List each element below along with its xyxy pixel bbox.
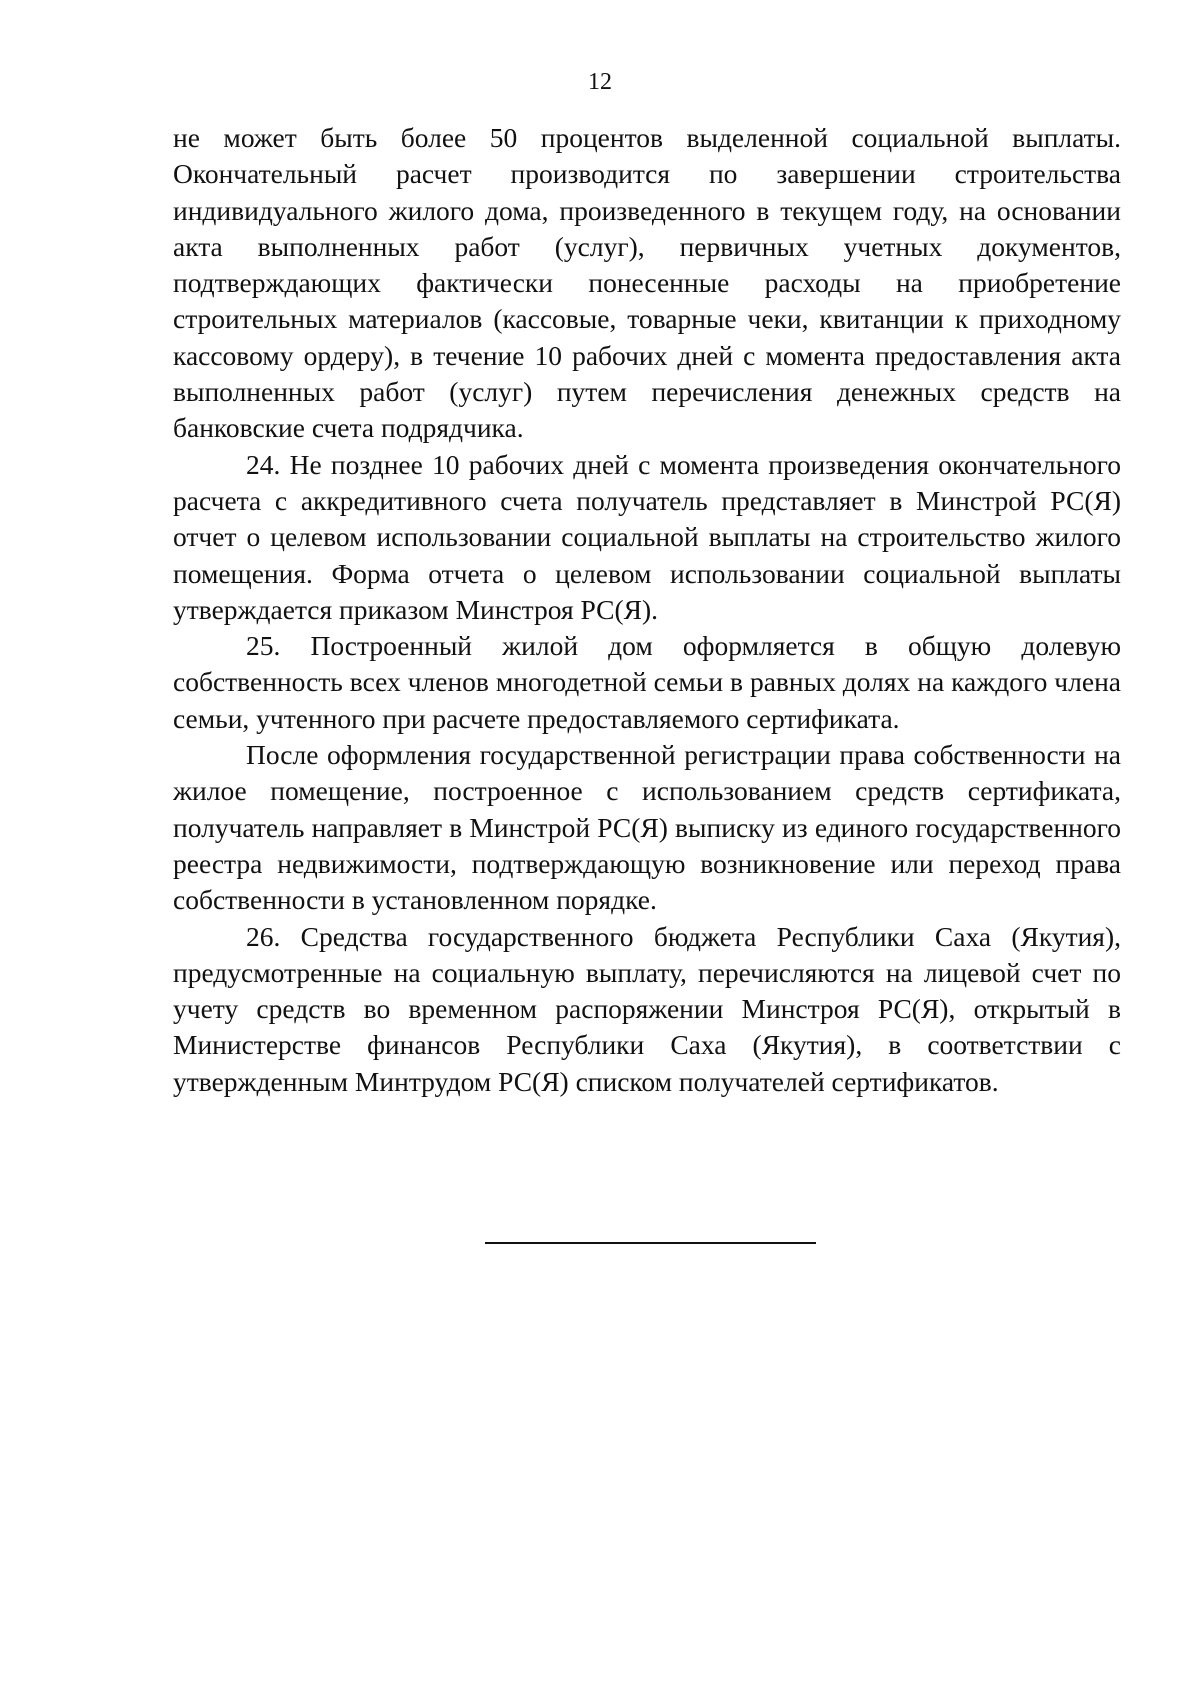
paragraph-item-25: 25. Построенный жилой дом оформляется в общую долевую собственность всех членов многодетной семьи в равных долях на каждого члена семьи, учтенного при расчете предоставляемого сертификата. — [173, 630, 1121, 734]
paragraph-item-24: 24. Не позднее 10 рабочих дней с момента произведения окончательного расчета с аккредитивного счета получатель представляет в Минстрой РС(Я) отчет о целевом использовании социальной выплаты на строительство жилого помещения. Форма отчета о целевом использовании социальной выплаты утверждается приказом Минстроя РС(Я). — [173, 448, 1121, 625]
document-body — [173, 120, 1121, 1100]
paragraph-item-26: 26. Средства государственного бюджета Республики Саха (Якутия), предусмотренные на социальную выплату, перечисляются на лицевой счет по учету средств во временном распоряжении Минстроя РС(Я), открытый в Министерстве финансов Республики Саха (Якутия), в соответствии с утвержденным Минтрудом РС(Я) списком получателей сертификатов. — [173, 920, 1121, 1097]
page-number: 12 — [588, 69, 612, 95]
end-of-document-rule — [485, 1242, 816, 1244]
paragraph-registration: После оформления государственной регистрации права собственности на жилое помещение, построенное с использованием средств сертификата, получатель направляет в Минстрой РС(Я) выписку из единого государственного реестра недвижимости, подтверждающую возникновение или переход права собственности в установленном порядке. — [173, 739, 1121, 916]
paragraph-continuation: не может быть более 50 процентов выделенной социальной выплаты. Окончательный расчет производится по завершении строительства индивидуального жилого дома, произведенного в текущем году, на основании акта выполненных работ (услуг), первичных учетных документов, подтверждающих фактически понесенные расходы на приобретение строительных материалов (кассовые, товарные чеки, квитанции к приходному кассовому ордеру), в течение 10 рабочих дней с момента предоставления акта выполненных работ (услуг) путем перечисления денежных средств на банковские счета подрядчика. — [173, 122, 1121, 444]
